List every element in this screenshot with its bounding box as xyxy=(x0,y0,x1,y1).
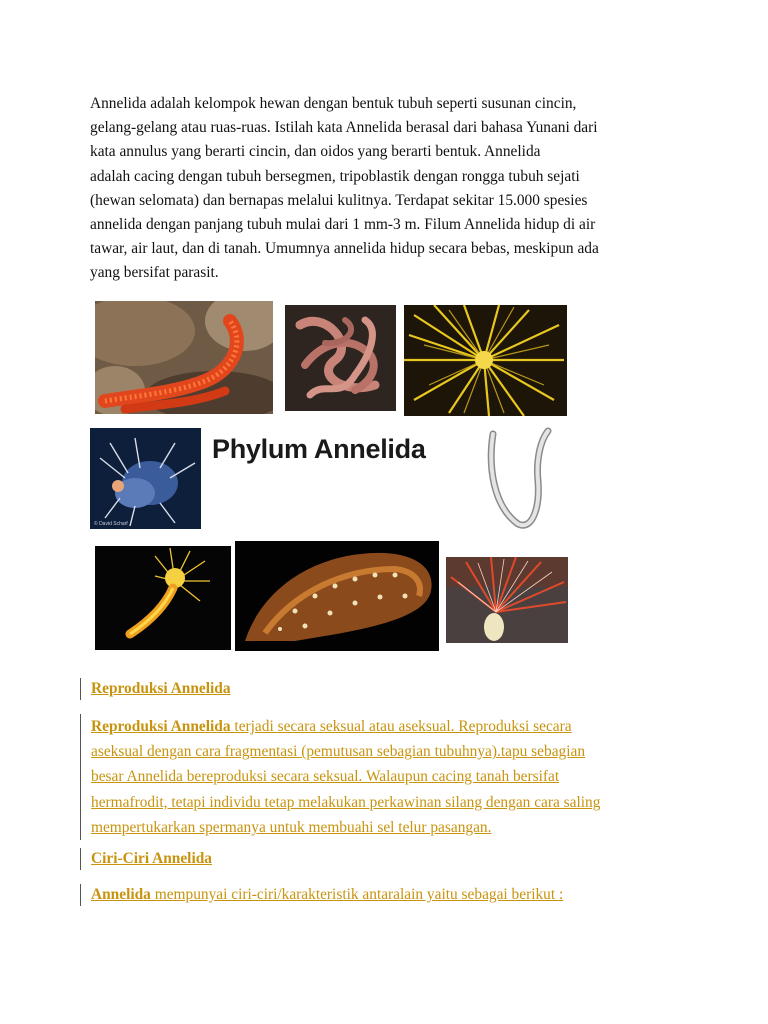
polychaete-micro-photo xyxy=(90,428,201,529)
fireworm-photo xyxy=(95,301,273,414)
intro-line: kata annulus yang berarti cincin, dan oidos yang berarti bentuk. Annelida xyxy=(90,143,541,161)
bristleworm-photo xyxy=(95,546,231,650)
feather-duster-photo xyxy=(446,557,568,643)
intro-line: annelida dengan panjang tubuh mulai dari 1 mm-3 m. Filum Annelida hidup di air xyxy=(90,216,596,234)
reproduction-paragraph xyxy=(80,714,600,840)
reproduction-line-link[interactable]: terjadi secara seksual atau aseksual. Reproduksi secara xyxy=(230,718,572,735)
reproduction-line-link[interactable]: besar Annelida bereproduksi secara seksual. Walaupun cacing tanah bersifat xyxy=(91,768,560,786)
reproduction-line-link[interactable]: mempertukarkan spermanya untuk membuahi sel telur pasangan. xyxy=(91,818,492,836)
white-worm-photo xyxy=(478,426,566,534)
intro-line: Annelida adalah kelompok hewan dengan bentuk tubuh seperti susunan cincin, xyxy=(90,95,577,112)
earthworms-photo xyxy=(285,305,396,411)
traits-lead-link[interactable]: Annelida xyxy=(91,886,151,903)
reproduction-heading-link[interactable]: Reproduksi Annelida xyxy=(91,680,231,697)
traits-paragraph xyxy=(80,884,563,906)
collage-title: Phylum Annelida xyxy=(212,434,426,464)
traits-heading-link[interactable]: Ciri-Ciri Annelida xyxy=(91,850,212,867)
traits-text-link[interactable]: mempunyai ciri-ciri/karakteristik antaralain yaitu sebagai berikut : xyxy=(150,886,564,903)
intro-paragraph xyxy=(90,92,690,286)
segmented-worm-photo xyxy=(235,541,439,651)
intro-line: yang bersifat parasit. xyxy=(90,264,219,282)
intro-line: (hewan selomata) dan bernapas melalui kulitnya. Terdapat sekitar 15.000 spesies xyxy=(90,191,588,209)
traits-heading-block xyxy=(80,848,212,870)
reproduction-lead-link[interactable]: Reproduksi Annelida xyxy=(91,718,231,735)
fanworm-photo xyxy=(404,305,567,416)
intro-line: tawar, air laut, dan di tanah. Umumnya annelida hidup secara bebas, meskipun ada xyxy=(90,240,599,258)
intro-line: gelang-gelang atau ruas-ruas. Istilah kata Annelida berasal dari bahasa Yunani dari xyxy=(90,119,598,137)
intro-line: adalah cacing dengan tubuh bersegmen, tripoblastik dengan rongga tubuh sejati xyxy=(90,167,580,185)
reproduction-heading-block xyxy=(80,678,231,700)
reproduction-line-link[interactable]: aseksual dengan cara fragmentasi (pemutusan sebagian tubuhnya).tapu sebagian xyxy=(91,743,586,761)
reproduction-line-link[interactable]: hermafrodit, tetapi individu tetap melakukan perkawinan silang dengan cara saling xyxy=(91,793,601,811)
photo-credit: © David Scharf xyxy=(94,521,128,527)
